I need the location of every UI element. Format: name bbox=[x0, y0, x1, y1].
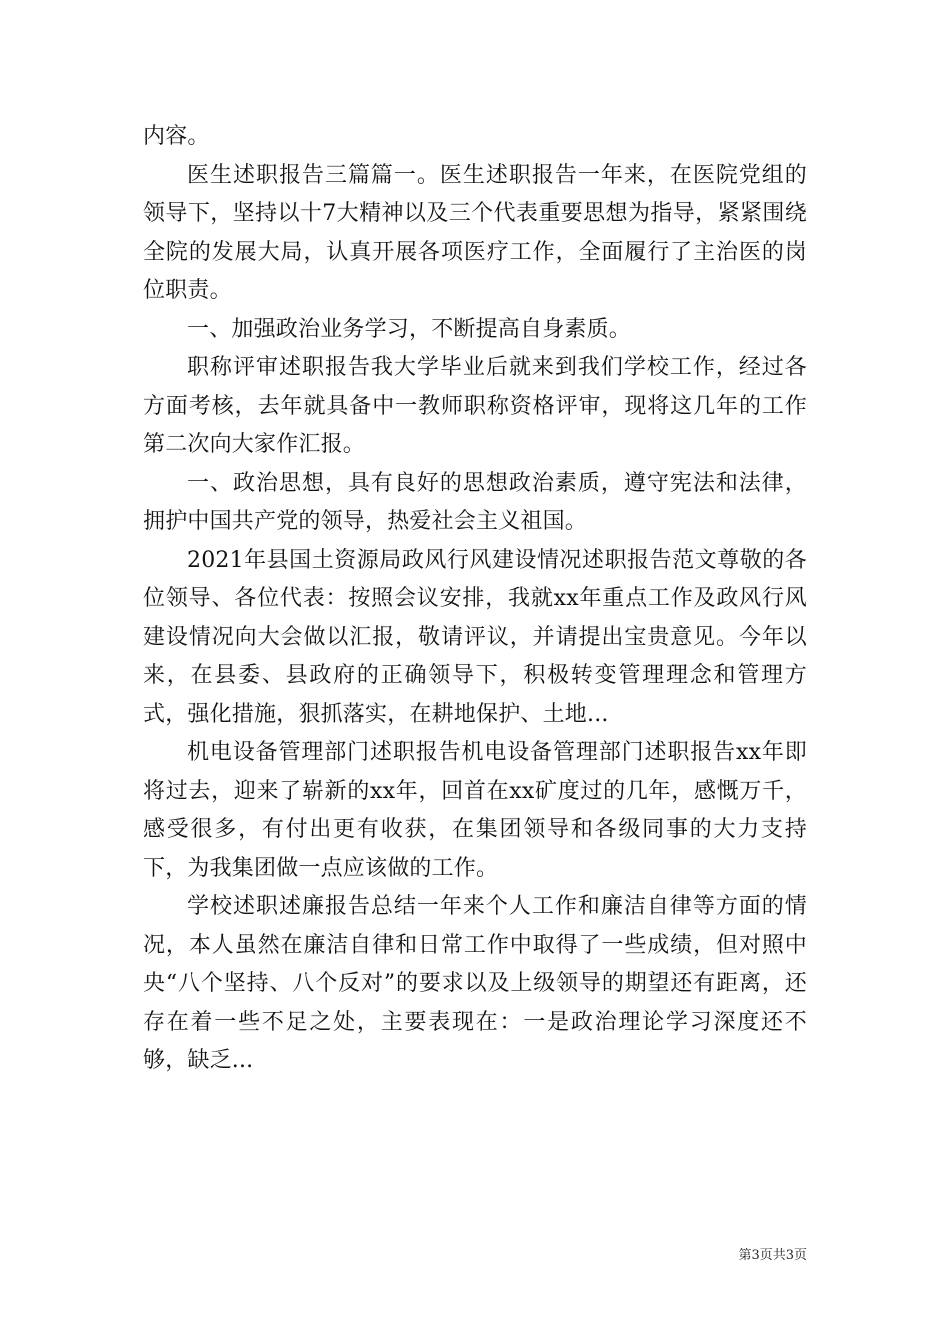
document-body bbox=[143, 118, 807, 1081]
paragraph: 医生述职报告三篇篇一。医生述职报告一年来，在医院党组的领导下，坚持以十7大精神以及三个代表重要思想为指导，紧紧围绕全院的发展大局，认真开展各项医疗工作，全面履行了主治医的岗位职责。 bbox=[143, 162, 807, 303]
paragraph: 学校述职述廉报告总结一年来个人工作和廉洁自律等方面的情况，本人虽然在廉洁自律和日常工作中取得了一些成绩，但对照中央“八个坚持、八个反对”的要求以及上级领导的期望还有距离，还存在着一些不足之处，主要表现在：一是政治理论学习深度还不够，缺乏... bbox=[143, 894, 807, 1073]
paragraph: 职称评审述职报告我大学毕业后就来到我们学校工作，经过各方面考核，去年就具备中一教师职称资格评审，现将这几年的工作第二次向大家作汇报。 bbox=[143, 355, 807, 457]
paragraph: 机电设备管理部门述职报告机电设备管理部门述职报告xx年即将过去，迎来了崭新的xx年，回首在xx矿度过的几年，感慨万千，感受很多，有付出更有收获，在集团领导和各级同事的大力支持下，为我集团做一点应该做的工作。 bbox=[143, 740, 807, 881]
page-number-footer: 第3页共3页 bbox=[738, 1248, 807, 1263]
paragraph: 一、政治思想，具有良好的思想政治素质，遵守宪法和法律，拥护中国共产党的领导，热爱社会主义祖国。 bbox=[143, 470, 807, 534]
paragraph: 2021年县国土资源局政风行风建设情况述职报告范文尊敬的各位领导、各位代表：按照会议安排，我就xx年重点工作及政风行风建设情况向大会做以汇报，敬请评议，并请提出宝贵意见。今年以来，在县委、县政府的正确领导下，积极转变管理理念和管理方式，强化措施，狠抓落实，在耕地保护、土地... bbox=[143, 547, 807, 727]
paragraph: 一、加强政治业务学习，不断提高自身素质。 bbox=[187, 316, 632, 342]
paragraph: 内容。 bbox=[143, 124, 210, 149]
